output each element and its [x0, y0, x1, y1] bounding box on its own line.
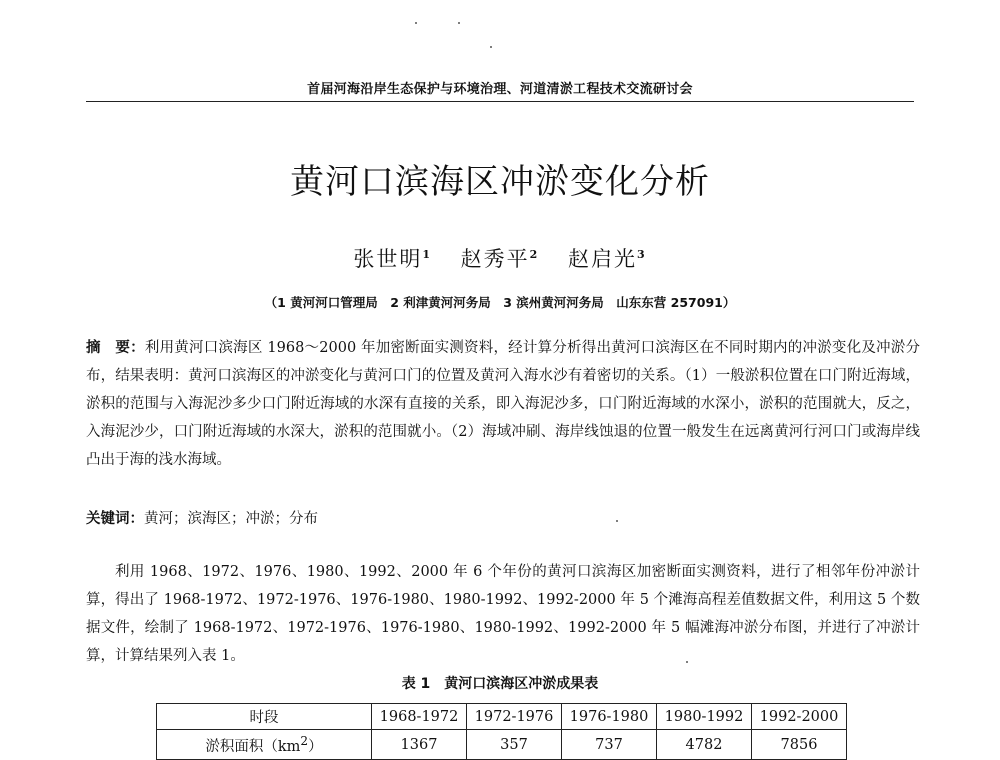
table-header-cell: 1976-1980	[562, 704, 657, 730]
keywords-label: 关键词：	[86, 511, 144, 527]
scan-speck	[490, 46, 492, 48]
keywords	[86, 505, 318, 533]
table-cell: 4782	[657, 730, 752, 760]
author-list	[0, 243, 1000, 273]
affiliation: （1 黄河河口管理局 2 利津黄河河务局 3 滨州黄河河务局 山东东营 257091）	[264, 295, 736, 310]
table-cell: 737	[562, 730, 657, 760]
table-cell: 7856	[752, 730, 847, 760]
table-header-cell: 1992-2000	[752, 704, 847, 730]
results-table	[156, 703, 847, 760]
conference-header: 首届河海沿岸生态保护与环境治理、河道清淤工程技术交流研讨会	[86, 78, 914, 102]
table-header-cell: 1972-1976	[467, 704, 562, 730]
abstract	[86, 334, 920, 474]
scan-speck	[616, 520, 618, 522]
scan-speck	[415, 22, 417, 24]
abstract-text: 利用黄河口滨海区 1968～2000 年加密断面实测资料，经计算分析得出黄河口滨海区在不同时期内的冲淤变化及冲淤分布，结果表明：黄河口滨海区的冲淤变化与黄河口门的位置及黄河入海水沙有着密切的关系。（1）一般淤积位置在口门附近海域，淤积的范围与入海泥沙多少口门附近海域的水深有直接的关系，即入海泥沙多，口门附近海域的水深小，淤积的范围就大，反之，入海泥沙少，口门附近海域的水深大，淤积的范围就小。（2）海域冲刷、海岸线蚀退的位置一般发生在远离黄河行河口门或海岸线凸出于海的浅水海域。	[86, 340, 920, 468]
table-header-cell: 1980-1992	[657, 704, 752, 730]
table-header-cell: 时段	[157, 704, 372, 730]
keywords-text: 黄河；滨海区；冲淤；分布	[144, 511, 318, 527]
table-row-label: 淤积面积$(km^2)$	[157, 730, 372, 760]
table-cell: 1367	[372, 730, 467, 760]
author-1: 张世明$^1$	[353, 247, 432, 271]
scan-speck	[458, 22, 460, 24]
author-3: 赵启光$^3$	[568, 247, 647, 271]
abstract-label: 摘 要：	[86, 340, 145, 356]
author-2: 赵秀平$^2$	[460, 247, 540, 271]
paper-title: 黄河口滨海区冲淤变化分析	[290, 162, 710, 202]
table-cell: 357	[467, 730, 562, 760]
table-row	[157, 730, 847, 760]
table-caption: 表 1 黄河口滨海区冲淤成果表	[401, 676, 599, 692]
table-header-row	[157, 704, 847, 730]
body-paragraph: 利用 1968、1972、1976、1980、1992、2000 年 6 个年份的黄河口滨海区加密断面实测资料，进行了相邻年份冲淤计算，得出了 1968-1972、1972-1976、1976-1980、1980-1992、1992-2000 年 5 个滩海高程差值数据文件，利用这 5 个数据文件，绘制了 1968-1972、1972-1976、1976-1980、1980-1992、1992-2000 年 5 幅滩海冲淤分布图，并进行了冲淤计算，计算结果列入表 1。	[86, 564, 920, 664]
table-header-cell: 1968-1972	[372, 704, 467, 730]
